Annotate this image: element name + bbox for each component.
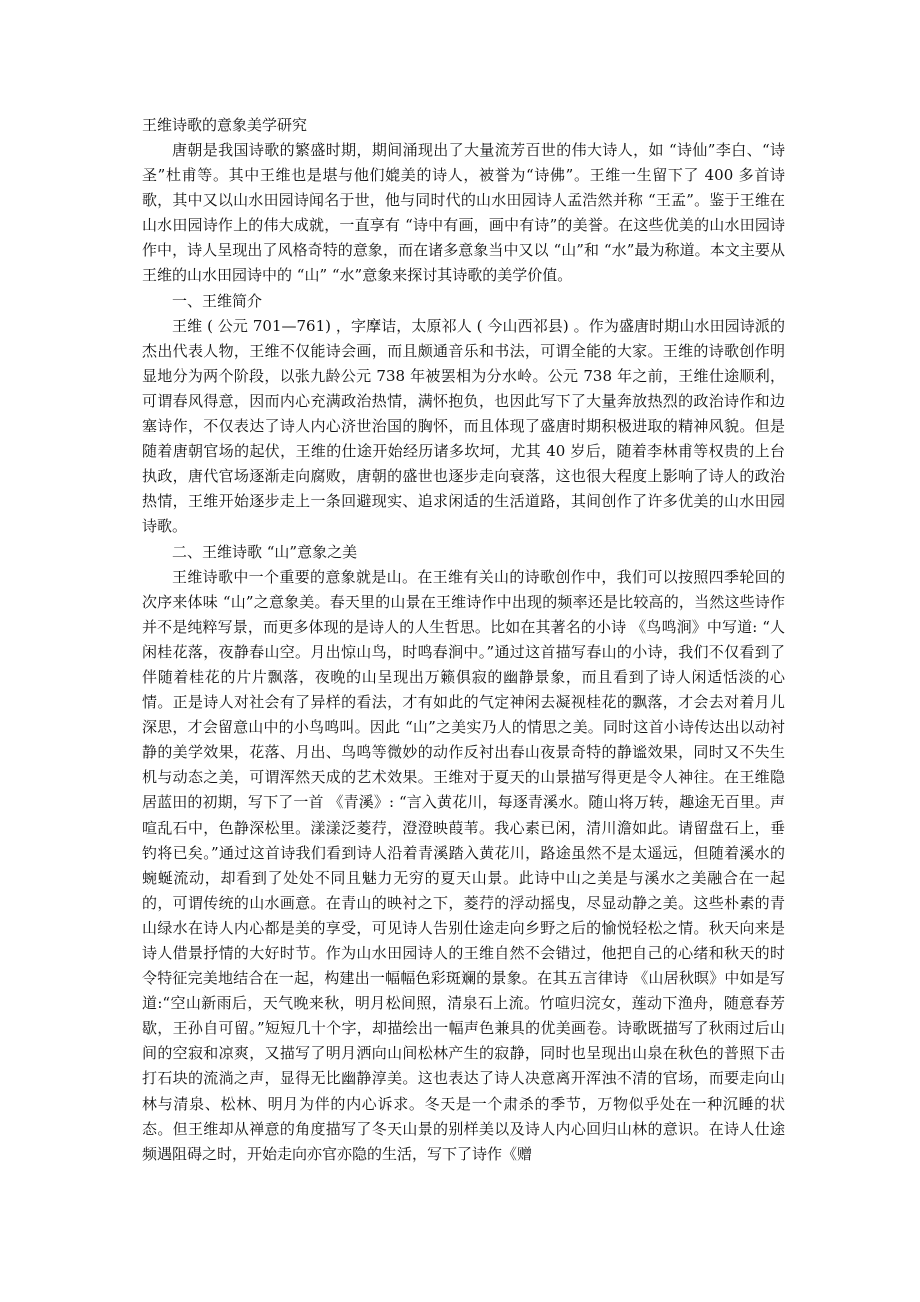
intro-paragraph: 唐朝是我国诗歌的繁盛时期，期间涌现出了大量流芳百世的伟大诗人，如 “诗仙”李白、“诗圣”杜甫等。其中王维也是堪与他们媲美的诗人，被誉为“诗佛”。王维一生留下了 400 多首诗歌，其中又以山水田园诗闻名于世，他与同时代的山水田园诗人孟浩然并称 “王孟”。鉴于王维在山水田园诗作上的伟大成就，一直享有 “诗中有画，画中有诗”的美誉。在这些优美的山水田园诗作中，诗人呈现出了风格奇特的意象，而在诸多意象当中又以 “山”和 “水”最为称道。本文主要从王维的山水田园诗中的 “山” “水”意象来探讨其诗歌的美学价值。 (142, 141, 785, 285)
biography-paragraph: 王维 ( 公元 701—761) ，字摩诘，太原祁人 ( 今山西祁县) 。作为盛唐时期山水田园诗派的杰出代表人物，王维不仅能诗会画，而且颇通音乐和书法，可谓全能的大家。王维的诗歌创作明显地分为两个阶段，以张九龄公元 738 年被罢相为分水岭。公元 738 年之前，王维仕途顺利，可谓春风得意，因而内心充满政治热情，满怀抱负，也因此写下了大量奔放热烈的政治诗作和边塞诗作，不仅表达了诗人内心济世治国的胸怀，而且体现了盛唐时期积极进取的精神风貌。但是随着唐朝官场的起伏，王维的仕途开始经历诸多坎坷，尤其 40 岁后，随着李林甫等权贵的上台执政，唐代官场逐渐走向腐败，唐朝的盛世也逐步走向衰落，这也很大程度上影响了诗人的政治热情，王维开始逐步走上一条回避现实、追求闲适的生活道路，其间创作了许多优美的山水田园诗歌。 (142, 316, 785, 536)
document-page (142, 112, 785, 1167)
mountain-imagery-paragraph: 王维诗歌中一个重要的意象就是山。在王维有关山的诗歌创作中，我们可以按照四季轮回的次序来体味 “山”之意象美。春天里的山景在王维诗作中出现的频率还是比较高的，当然这些诗作并不是纯粹写景，而更多体现的是诗人的人生哲思。比如在其著名的小诗 《鸟鸣涧》中写道: “人闲桂花落，夜静春山空。月出惊山鸟，时鸣春涧中。”通过这首描写春山的小诗，我们不仅看到了伴随着桂花的片片飘落，夜晚的山呈现出万籁俱寂的幽静景象，而且看到了诗人闲适恬淡的心情。正是诗人对社会有了异样的看法，才有如此的气定神闲去凝视桂花的飘落，才会去对着月儿深思，才会留意山中的小鸟鸣叫。因此 “山”之美实乃人的情思之美。同时这首小诗传达出以动衬静的美学效果，花落、月出、鸟鸣等微妙的动作反衬出春山夜景奇特的静谧效果，同时又不失生机与动态之美，可谓浑然天成的艺术效果。王维对于夏天的山景描写得更是令人神往。在王维隐居蓝田的初期，写下了一首 《青溪》: “言入黄花川，每逐青溪水。随山将万转，趣途无百里。声喧乱石中，色静深松里。漾漾泛菱荇，澄澄映葭苇。我心素已闲，清川澹如此。请留盘石上，垂钓将已矣。”通过这首诗我们看到诗人沿着青溪踏入黄花川，路途虽然不是太遥远，但随着溪水的蜿蜒流动，却看到了处处不同且魅力无穷的夏天山景。此诗中山之美是与溪水之美融合在一起的，可谓传统的山水画意。在青山的映衬之下，菱荇的浮动摇曳，尽显动静之美。这些朴素的青山绿水在诗人内心都是美的享受，可见诗人告别仕途走向乡野之后的愉悦轻松之情。秋天向来是诗人借景抒情的大好时节。作为山水田园诗人的王维自然不会错过，他把自己的心绪和秋天的时令特征完美地结合在一起，构建出一幅幅色彩斑斓的景象。在其五言律诗 《山居秋暝》中如是写道:“空山新雨后，天气晚来秋，明月松间照，清泉石上流。竹喧归浣女，莲动下渔舟，随意春芳歇，王孙自可留。”短短几十个字，却描绘出一幅声色兼具的优美画卷。诗歌既描写了秋雨过后山间的空寂和凉爽，又描写了明月洒向山间松林产生的寂静，同时也呈现出山泉在秋色的普照下击打石块的流淌之声，显得无比幽静淳美。这也表达了诗人决意离开浑浊不清的官场，而要走向山林与清泉、松林、明月为伴的内心诉求。冬天是一个肃杀的季节，万物似乎处在一种沉睡的状态。但王维却从禅意的角度描写了冬天山景的别样美以及诗人内心回归山林的意识。在诗人仕途频遇阻碍之时，开始走向亦官亦隐的生活，写下了诗作《赠 (142, 567, 785, 1163)
document-title: 王维诗歌的意象美学研究 (142, 116, 308, 134)
section-heading-mountain-imagery: 二、王维诗歌 “山”意象之美 (172, 542, 358, 561)
section-heading-biography: 一、王维简介 (172, 291, 263, 310)
